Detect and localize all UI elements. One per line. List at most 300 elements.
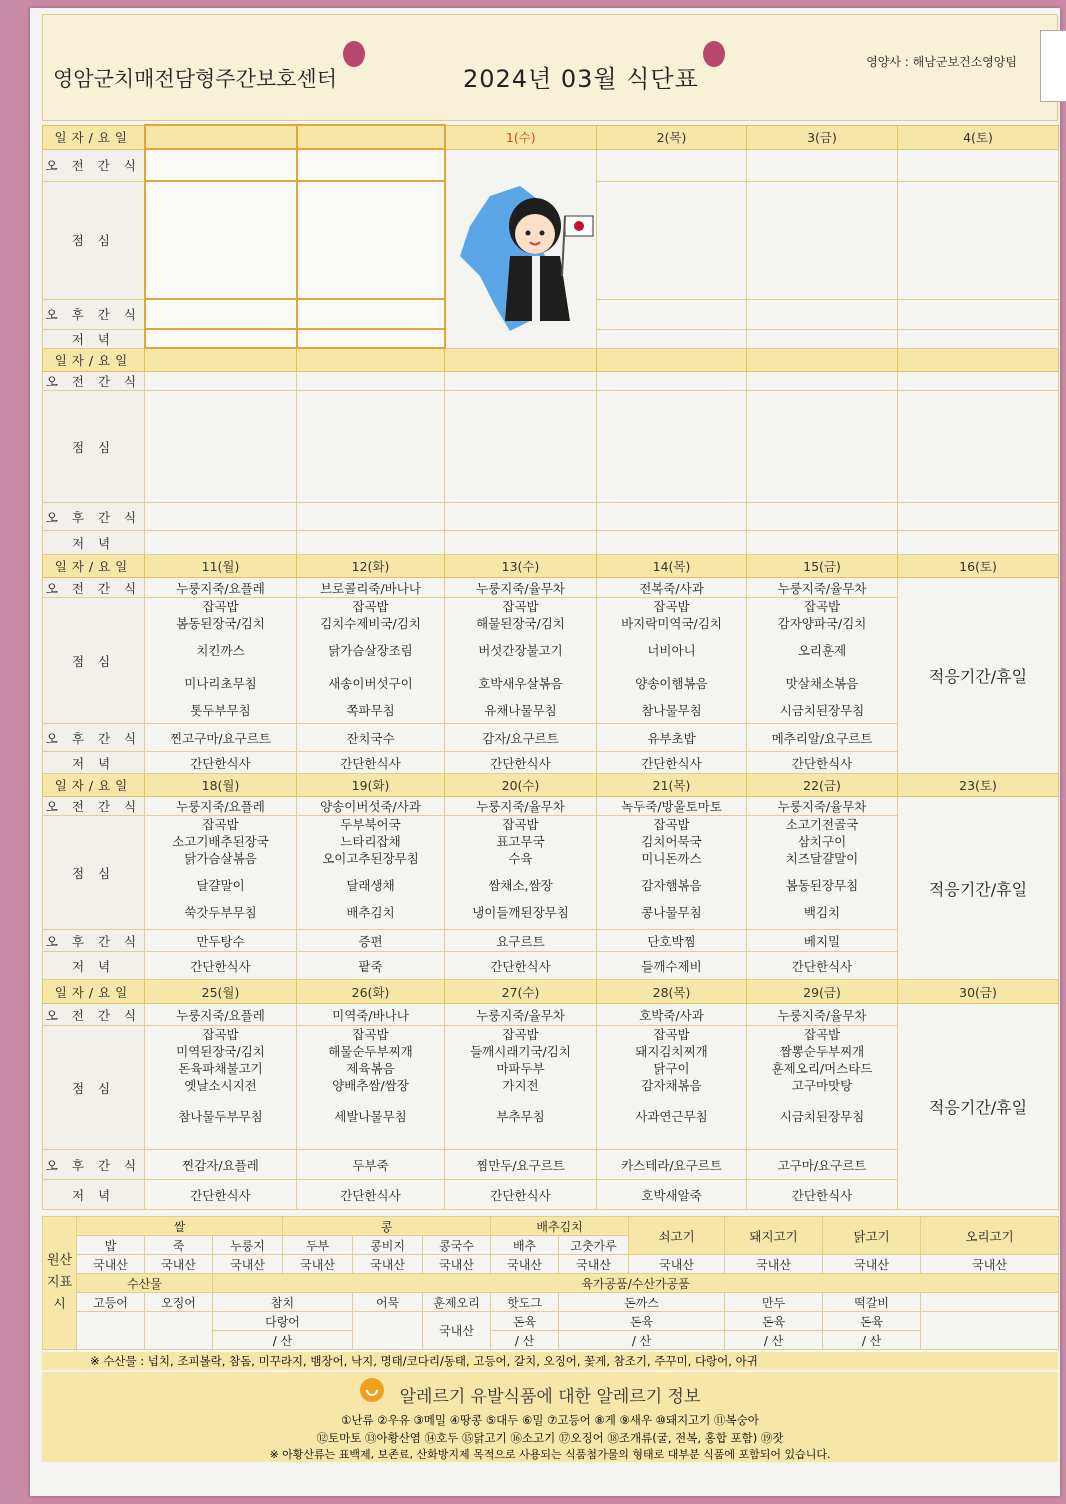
origin-value: / 산	[725, 1331, 823, 1350]
center-name: 영암군치매전담형주간보호센터	[53, 67, 338, 91]
menu-item: 양배추쌈/쌈장	[332, 1078, 409, 1093]
week4-date-row	[43, 774, 1059, 797]
menu-item: 봄동된장무침	[785, 878, 859, 893]
menu-item: 잡곡밥	[502, 1027, 539, 1042]
week5-day: 26(화)	[297, 980, 445, 1004]
week3-morning-row	[43, 578, 1059, 598]
empty-cell	[597, 299, 747, 329]
empty-cell	[898, 329, 1059, 348]
week4-day: 20(수)	[445, 774, 597, 797]
lunch-menu	[597, 598, 747, 724]
holiday-cell: 적응기간/휴일	[898, 797, 1059, 980]
empty-cell	[898, 531, 1059, 555]
empty-cell	[597, 149, 747, 181]
morning-label: 오 전 간 식	[43, 372, 145, 391]
empty-cell	[898, 348, 1059, 372]
dinner: 간단한식사	[747, 952, 898, 980]
morning-snack: 전복죽/사과	[597, 578, 747, 598]
origin-value: / 산	[559, 1331, 725, 1350]
menu-item: 쪽파무침	[346, 703, 395, 718]
afternoon-snack: 단호박찜	[597, 930, 747, 952]
dinner: 간단한식사	[145, 952, 297, 980]
morning-snack: 누룽지죽/율무차	[747, 578, 898, 598]
empty-cell	[297, 181, 445, 299]
mascot-illustration	[450, 156, 600, 346]
lunch-menu	[747, 816, 898, 930]
menu-sheet	[30, 8, 1060, 1496]
week4-day: 21(목)	[597, 774, 747, 797]
menu-item: 부추무침	[496, 1109, 545, 1124]
empty-cell	[898, 391, 1059, 503]
menu-item: 시금치된장무침	[779, 703, 865, 718]
menu-item: 옛날소시지전	[184, 1078, 257, 1093]
origin-value: 다랑어	[213, 1312, 353, 1331]
week3-day: 15(금)	[747, 555, 898, 578]
group-kimchi: 배추김치	[491, 1217, 629, 1236]
week5-morning-row	[43, 1004, 1059, 1026]
empty-cell	[747, 391, 898, 503]
week5-day: 28(목)	[597, 980, 747, 1004]
afternoon-snack: 찜만두/요구르트	[445, 1150, 597, 1180]
week1-day-4: 2(목)	[597, 125, 747, 149]
dinner-label: 저 녁	[43, 329, 145, 348]
week3-day: 11(월)	[145, 555, 297, 578]
menu-item: 바지락미역국/김치	[621, 616, 722, 631]
holiday-cell: 적응기간/휴일	[898, 578, 1059, 774]
menu-item: 감자양파국/김치	[777, 616, 867, 631]
origin-value: 돈육	[559, 1312, 725, 1331]
group-duck: 오리고기	[921, 1217, 1059, 1255]
empty-cell	[297, 348, 445, 372]
group-processed: 육가공품/수산가공품	[213, 1274, 1059, 1293]
menu-item: 잡곡밥	[202, 1027, 239, 1042]
afternoon-snack: 두부죽	[297, 1150, 445, 1180]
menu-item: 호박새우살볶음	[478, 676, 563, 691]
menu-item: 들깨시래기국/김치	[470, 1044, 571, 1059]
origin-value: 국내산	[213, 1255, 283, 1274]
punch-hole	[703, 41, 725, 67]
origin-item: 돈까스	[559, 1293, 725, 1312]
empty-cell	[898, 149, 1059, 181]
week4-morning-row	[43, 797, 1059, 816]
dinner: 간단한식사	[597, 752, 747, 774]
morning-snack: 녹두죽/방울토마토	[597, 797, 747, 816]
menu-item: 달래생채	[346, 878, 395, 893]
empty-cell	[297, 329, 445, 348]
menu-item: 잡곡밥	[202, 817, 239, 832]
date-label: 일자/요일	[43, 980, 145, 1004]
menu-item: 잡곡밥	[352, 599, 389, 614]
week1-date-row	[43, 125, 1059, 149]
page-title: 2024년 03월 식단표	[463, 65, 699, 93]
smile-icon	[360, 1378, 384, 1402]
holiday-cell: 적응기간/휴일	[898, 1004, 1059, 1210]
origin-item: 두부	[283, 1236, 353, 1255]
empty-cell	[145, 149, 297, 181]
week4-day: 22(금)	[747, 774, 898, 797]
origin-value: / 산	[823, 1331, 921, 1350]
afternoon-snack: 메추리알/요구르트	[747, 724, 898, 752]
date-label: 일자/요일	[43, 125, 145, 149]
empty-cell	[145, 531, 297, 555]
menu-item: 콩나물무침	[641, 905, 702, 920]
empty-cell	[898, 181, 1059, 299]
origin-value: / 산	[491, 1331, 559, 1350]
empty-cell	[297, 372, 445, 391]
week1-day-5: 3(금)	[747, 125, 898, 149]
empty-cell	[145, 391, 297, 503]
empty-cell	[445, 503, 597, 531]
week3-day: 16(토)	[898, 555, 1059, 578]
lunch-menu	[445, 598, 597, 724]
menu-item: 달걀말이	[196, 878, 245, 893]
morning-snack: 누룽지죽/요플레	[145, 1004, 297, 1026]
empty-cell	[297, 531, 445, 555]
group-bean: 콩	[283, 1217, 491, 1236]
week4-day: 23(토)	[898, 774, 1059, 797]
lunch-label: 점 심	[43, 816, 145, 930]
dinner: 들깨수제비	[597, 952, 747, 980]
morning-snack: 누룽지죽/율무차	[445, 578, 597, 598]
empty-cell	[445, 372, 597, 391]
dinner: 간단한식사	[445, 1180, 597, 1210]
menu-item: 해물순두부찌개	[328, 1044, 413, 1059]
lunch-menu	[145, 816, 297, 930]
morning-snack: 누룽지죽/요플레	[145, 578, 297, 598]
origin-value: 국내산	[423, 1255, 491, 1274]
afternoon-snack: 잔치국수	[297, 724, 445, 752]
group-rice: 쌀	[77, 1217, 283, 1236]
morning-snack: 누룽지죽/요플레	[145, 797, 297, 816]
empty-cell	[145, 329, 297, 348]
origin-value: 국내산	[921, 1255, 1059, 1274]
dinner-label: 저 녁	[43, 531, 145, 555]
origin-value: 국내산	[283, 1255, 353, 1274]
week2-dinner-row	[43, 531, 1059, 555]
dinner: 간단한식사	[297, 1180, 445, 1210]
week1-day-2	[297, 125, 445, 149]
menu-item: 봄동된장국/김치	[176, 616, 265, 631]
morning-snack: 호박죽/사과	[597, 1004, 747, 1026]
empty-cell	[921, 1312, 1059, 1350]
morning-snack: 누룽지죽/율무차	[445, 797, 597, 816]
menu-item: 돼지김치찌개	[635, 1044, 708, 1059]
empty-cell	[597, 531, 747, 555]
morning-snack: 누룽지죽/율무차	[747, 1004, 898, 1026]
dinner: 팥죽	[297, 952, 445, 980]
week2-date-row	[43, 348, 1059, 372]
empty-cell	[145, 299, 297, 329]
empty-cell	[445, 391, 597, 503]
empty-cell	[297, 503, 445, 531]
empty-cell	[445, 348, 597, 372]
menu-item: 세발나물무침	[334, 1109, 407, 1124]
dinner: 간단한식사	[445, 952, 597, 980]
menu-item: 참나물두부무침	[178, 1109, 263, 1124]
origin-item: 훈제오리	[423, 1293, 491, 1312]
dinner-label: 저 녁	[43, 752, 145, 774]
origin-value: 돈육	[491, 1312, 559, 1331]
lunch-label: 점 심	[43, 598, 145, 724]
empty-cell	[297, 299, 445, 329]
menu-item: 잡곡밥	[803, 599, 841, 614]
empty-cell	[747, 348, 898, 372]
menu-item: 돈육파채불고기	[178, 1061, 263, 1076]
origin-item: 고춧가루	[559, 1236, 629, 1255]
lunch-menu	[747, 1026, 898, 1150]
dinner: 간단한식사	[747, 752, 898, 774]
empty-cell	[747, 372, 898, 391]
afternoon-snack: 고구마/요구르트	[747, 1150, 898, 1180]
origin-side-label: 원산지표시	[43, 1217, 77, 1350]
origin-value: 국내산	[725, 1255, 823, 1274]
menu-item: 배추김치	[346, 905, 395, 920]
empty-cell	[445, 531, 597, 555]
menu-item: 백김치	[803, 905, 841, 920]
menu-item: 잡곡밥	[352, 1027, 389, 1042]
date-label: 일자/요일	[43, 555, 145, 578]
menu-item: 오이고추된장무침	[322, 851, 419, 866]
dinner: 간단한식사	[145, 1180, 297, 1210]
origin-value: 국내산	[629, 1255, 725, 1274]
empty-cell	[898, 372, 1059, 391]
menu-item: 참나물무침	[641, 703, 702, 718]
empty-cell	[597, 391, 747, 503]
empty-cell	[597, 372, 747, 391]
group-beef: 쇠고기	[629, 1217, 725, 1255]
week1-day-1	[145, 125, 297, 149]
afternoon-label: 오 후 간 식	[43, 1150, 145, 1180]
menu-item: 해물된장국/김치	[476, 616, 565, 631]
empty-cell	[898, 299, 1059, 329]
origin-item: 죽	[145, 1236, 213, 1255]
menu-item: 고구마맛탕	[791, 1078, 853, 1093]
origin-item: 누룽지	[213, 1236, 283, 1255]
eye	[540, 231, 545, 236]
origin-value: / 산	[213, 1331, 353, 1350]
lunch-menu	[297, 1026, 445, 1150]
menu-item: 감자햄볶음	[641, 878, 702, 893]
origin-item: 콩비지	[353, 1236, 423, 1255]
origin-item: 떡갈비	[823, 1293, 921, 1312]
empty-cell	[297, 149, 445, 181]
lunch-menu	[597, 1026, 747, 1150]
empty-cell	[145, 348, 297, 372]
punch-hole	[343, 41, 365, 67]
afternoon-snack: 카스테라/요구르트	[597, 1150, 747, 1180]
origin-item: 고등어	[77, 1293, 145, 1312]
week5-date-row	[43, 980, 1059, 1004]
menu-item: 미역된장국/김치	[176, 1044, 265, 1059]
morning-snack: 브로콜리죽/바나나	[297, 578, 445, 598]
flag-emblem	[574, 221, 584, 231]
date-label: 일자/요일	[43, 348, 145, 372]
week5-day: 29(금)	[747, 980, 898, 1004]
origin-value: 국내산	[145, 1255, 213, 1274]
lunch-menu	[297, 816, 445, 930]
morning-label: 오 전 간 식	[43, 578, 145, 598]
menu-item: 치즈달걀말이	[785, 851, 859, 866]
menu-item: 닭가슴살장조림	[328, 643, 413, 658]
menu-item: 느타리잡채	[340, 834, 401, 849]
afternoon-snack: 요구르트	[445, 930, 597, 952]
empty-cell	[747, 181, 898, 299]
week1-day-3: 1(수)	[445, 125, 597, 149]
menu-item: 훈제오리/머스타드	[771, 1061, 873, 1076]
dinner: 호박새알죽	[597, 1180, 747, 1210]
empty-cell	[145, 181, 297, 299]
menu-item: 잡곡밥	[502, 599, 539, 614]
afternoon-snack: 감자/요구르트	[445, 724, 597, 752]
morning-label: 오 전 간 식	[43, 797, 145, 816]
allergy-list-1: ①난류 ②우유 ③메밀 ④땅콩 ⑤대두 ⑥밀 ⑦고등어 ⑧게 ⑨새우 ⑩돼지고기 ⑪복숭아	[341, 1413, 759, 1427]
week5-day: 27(수)	[445, 980, 597, 1004]
menu-item: 마파두부	[496, 1061, 545, 1076]
menu-item: 맛살채소볶음	[785, 676, 859, 691]
origin-value: 국내산	[559, 1255, 629, 1274]
paper-clip-tab	[1040, 30, 1066, 102]
empty-cell	[145, 1312, 213, 1350]
smile-mouth	[366, 1390, 378, 1396]
lunch-menu	[297, 598, 445, 724]
menu-item: 잡곡밥	[202, 599, 239, 614]
morning-label: 오 전 간 식	[43, 1004, 145, 1026]
lunch-menu	[747, 598, 898, 724]
menu-item: 짬뽕순두부찌개	[779, 1044, 865, 1059]
origin-value: 국내산	[77, 1255, 145, 1274]
menu-item: 사과연근무침	[635, 1109, 708, 1124]
origin-item: 어묵	[353, 1293, 423, 1312]
face	[515, 214, 555, 254]
empty-cell	[597, 329, 747, 348]
header	[42, 14, 1058, 121]
menu-item: 삼치구이	[797, 834, 847, 849]
empty-cell	[921, 1293, 1059, 1312]
week5-day: 25(월)	[145, 980, 297, 1004]
menu-item: 톳두부무침	[190, 703, 251, 718]
allergy-note: ※ 아황산류는 표백제, 보존료, 산화방지제 목적으로 사용되는 식품첨가물의 형태로 대부분 식품에 포함되어 있습니다.	[269, 1448, 831, 1461]
menu-item: 치킨까스	[196, 643, 245, 658]
empty-cell	[353, 1312, 423, 1350]
afternoon-label: 오 후 간 식	[43, 930, 145, 952]
menu-item: 쌈채소,쌈장	[488, 878, 553, 893]
dinner-label: 저 녁	[43, 1180, 145, 1210]
week2-lunch-row	[43, 391, 1059, 503]
afternoon-snack: 유부초밥	[597, 724, 747, 752]
empty-cell	[747, 329, 898, 348]
menu-item: 잡곡밥	[653, 1027, 690, 1042]
origin-value: 국내산	[823, 1255, 921, 1274]
menu-item: 유채나물무침	[484, 703, 557, 718]
week4-day: 19(화)	[297, 774, 445, 797]
menu-item: 새송이버섯구이	[328, 676, 413, 691]
menu-item: 소고기전골국	[785, 817, 859, 832]
week5-day: 30(금)	[898, 980, 1059, 1004]
afternoon-label: 오 후 간 식	[43, 503, 145, 531]
empty-cell	[747, 299, 898, 329]
origin-item: 참치	[213, 1293, 353, 1312]
empty-cell	[297, 391, 445, 503]
menu-item: 미나리초무침	[184, 676, 257, 691]
afternoon-snack: 찐고구마/요구르트	[145, 724, 297, 752]
afternoon-snack: 찐감자/요플레	[145, 1150, 297, 1180]
flag-pole	[562, 216, 565, 276]
origin-item: 배추	[491, 1236, 559, 1255]
menu-item: 잡곡밥	[653, 817, 690, 832]
menu-item: 냉이들깨된장무침	[472, 905, 569, 920]
afternoon-snack: 베지밀	[747, 930, 898, 952]
menu-item: 잡곡밥	[502, 817, 539, 832]
origin-value: 돈육	[725, 1312, 823, 1331]
menu-item: 버섯간장불고기	[478, 643, 563, 658]
empty-cell	[77, 1312, 145, 1350]
group-pork: 돼지고기	[725, 1217, 823, 1255]
menu-item: 김치어묵국	[641, 834, 702, 849]
week3-day: 12(화)	[297, 555, 445, 578]
seafood-note: ※ 수산물 : 넙치, 조피볼락, 참돔, 미꾸라지, 뱀장어, 낙지, 명태/코다리/동태, 고등어, 갈치, 오징어, 꽃게, 참조기, 주꾸미, 다랑어, 아귀	[42, 1352, 1058, 1370]
menu-item: 잡곡밥	[653, 599, 690, 614]
origin-value: 국내산	[353, 1255, 423, 1274]
week2-afternoon-row	[43, 503, 1059, 531]
menu-item: 쑥갓두부무침	[184, 905, 257, 920]
menu-item: 표고무국	[496, 834, 545, 849]
menu-item: 가지전	[502, 1078, 539, 1093]
empty-cell	[145, 503, 297, 531]
empty-cell	[597, 503, 747, 531]
menu-item: 감자채볶음	[641, 1078, 702, 1093]
week4-day: 18(월)	[145, 774, 297, 797]
allergy-list-2: ⑫토마토 ⑬아황산염 ⑭호두 ⑮닭고기 ⑯소고기 ⑰오징어 ⑱조개류(굴, 전복, 홍합 포함) ⑲잣	[316, 1431, 784, 1445]
week3-day: 14(목)	[597, 555, 747, 578]
morning-snack: 누룽지죽/율무차	[445, 1004, 597, 1026]
lunch-menu	[445, 816, 597, 930]
origin-grid	[42, 1216, 1059, 1350]
origin-item: 핫도그	[491, 1293, 559, 1312]
empty-cell	[597, 181, 747, 299]
origin-item: 오징어	[145, 1293, 213, 1312]
afternoon-label: 오 후 간 식	[43, 724, 145, 752]
origin-item: 만두	[725, 1293, 823, 1312]
morning-snack: 미역죽/바나나	[297, 1004, 445, 1026]
origin-item: 콩국수	[423, 1236, 491, 1255]
menu-item: 시금치된장무침	[779, 1109, 865, 1124]
eye	[526, 231, 531, 236]
robe-band	[532, 256, 540, 321]
week3-day: 13(수)	[445, 555, 597, 578]
empty-cell	[747, 149, 898, 181]
menu-item: 잡곡밥	[803, 1027, 841, 1042]
empty-cell	[747, 503, 898, 531]
menu-item: 닭구이	[653, 1061, 690, 1076]
dinner-label: 저 녁	[43, 952, 145, 980]
origin-value: 국내산	[491, 1255, 559, 1274]
menu-item: 미니돈까스	[641, 851, 702, 866]
afternoon-snack: 증편	[297, 930, 445, 952]
morning-label: 오 전 간 식	[43, 149, 145, 181]
group-seafood: 수산물	[77, 1274, 213, 1293]
dinner: 간단한식사	[297, 752, 445, 774]
group-chicken: 닭고기	[823, 1217, 921, 1255]
afternoon-snack: 만두탕수	[145, 930, 297, 952]
origin-table	[42, 1216, 1058, 1350]
menu-item: 양송이햄볶음	[635, 676, 708, 691]
menu-item: 닭가슴살볶음	[184, 851, 257, 866]
week1-day-6: 4(토)	[898, 125, 1059, 149]
lunch-menu	[145, 598, 297, 724]
week2-morning-row	[43, 372, 1059, 391]
lunch-label: 점 심	[43, 181, 145, 299]
empty-cell	[747, 531, 898, 555]
